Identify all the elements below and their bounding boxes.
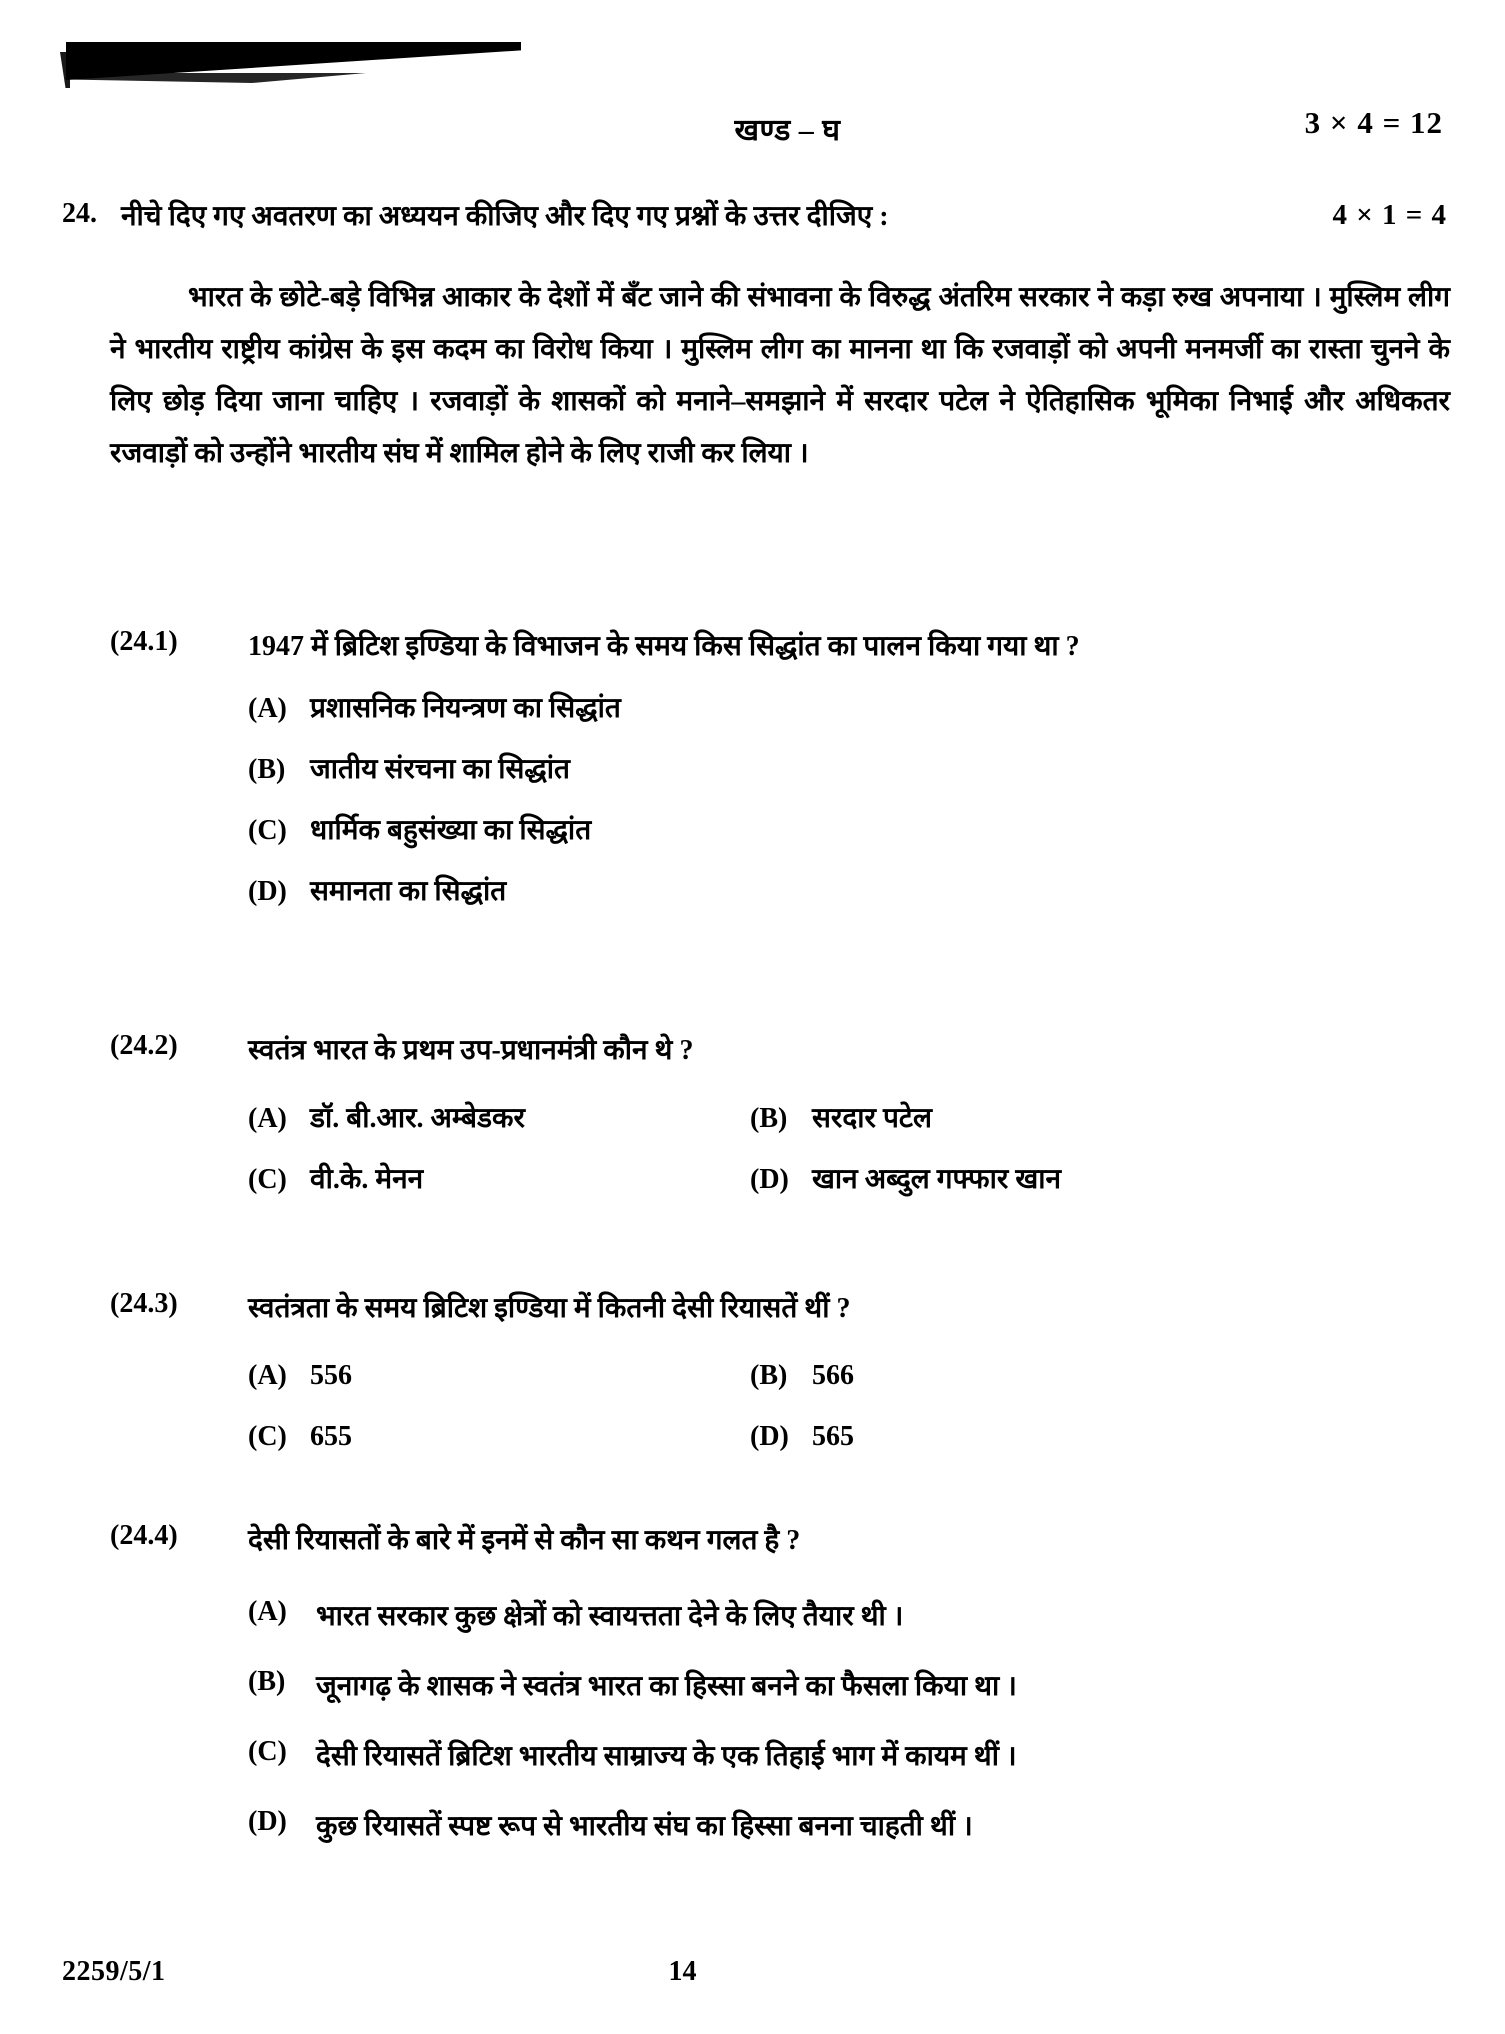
option-label: 565 [812, 1421, 854, 1452]
option-label: खान अब्दुल गफ्फार खान [812, 1164, 1062, 1195]
page-footer [0, 1956, 1505, 1996]
option-a[interactable] [248, 1596, 1428, 1666]
option-c[interactable] [248, 1421, 352, 1453]
option-list [248, 1098, 1428, 1220]
option-label: वी.के. मेनन [310, 1164, 424, 1195]
option-label: समानता का सिद्धांत [310, 876, 507, 907]
scan-artifact-streak [66, 73, 366, 83]
option-tag: (D) [248, 876, 287, 907]
option-a[interactable] [248, 1360, 352, 1392]
option-b[interactable] [248, 749, 570, 787]
option-tag: (D) [750, 1421, 789, 1452]
option-c[interactable] [248, 1736, 1428, 1806]
option-list [248, 1596, 1428, 1876]
option-tag: (B) [248, 754, 286, 785]
option-list [248, 1360, 1428, 1482]
option-tag: (A) [248, 1360, 287, 1391]
option-a[interactable] [248, 1098, 525, 1136]
option-row [248, 749, 1428, 810]
option-label: भारत सरकार कुछ क्षेत्रों को स्वायत्तता देने के लिए तैयार थी । [316, 1601, 904, 1632]
option-tag: (C) [248, 1421, 287, 1452]
option-row [248, 1159, 1428, 1220]
option-label: प्रशासनिक नियन्त्रण का सिद्धांत [310, 693, 621, 724]
sub-question-text: देसी रियासतों के बारे में इनमें से कौन सा कथन गलत है ? [248, 1525, 801, 1556]
option-label: 655 [310, 1421, 352, 1452]
option-row [248, 688, 1428, 749]
option-label: धार्मिक बहुसंख्या का सिद्धांत [310, 815, 592, 846]
option-row [248, 1360, 1428, 1421]
option-tag: (D) [248, 1806, 287, 1837]
option-d[interactable] [248, 1806, 1428, 1876]
option-tag: (A) [248, 1103, 287, 1134]
option-tag: (D) [750, 1164, 789, 1195]
option-tag: (B) [248, 1666, 286, 1697]
option-b[interactable] [750, 1098, 932, 1136]
option-row [248, 1421, 1428, 1482]
option-tag: (C) [248, 1164, 287, 1195]
sub-question-text: स्वतंत्रता के समय ब्रिटिश इण्डिया में कितनी देसी रियासतें थीं ? [248, 1293, 851, 1324]
option-a[interactable] [248, 688, 621, 726]
option-tag: (A) [248, 1596, 287, 1627]
option-c[interactable] [248, 1159, 423, 1197]
question-stem-text: नीचे दिए गए अवतरण का अध्ययन कीजिए और दिए गए प्रश्नों के उत्तर दीजिए : [121, 201, 889, 232]
scan-artifact-edge [60, 52, 70, 88]
option-row [248, 1098, 1428, 1159]
option-c[interactable] [248, 810, 591, 848]
section-title: खण्ड – घ [734, 114, 841, 147]
option-b[interactable] [248, 1666, 1428, 1736]
option-label: डॉ. बी.आर. अम्बेडकर [310, 1103, 525, 1134]
option-tag: (A) [248, 693, 287, 724]
option-label: सरदार पटेल [812, 1103, 932, 1134]
option-label: 566 [812, 1360, 854, 1391]
sub-question-text: 1947 में ब्रिटिश इण्डिया के विभाजन के समय किस सिद्धांत का पालन किया गया था ? [248, 631, 1080, 662]
section-header [0, 105, 1505, 156]
sub-question-label: (24.3) [110, 1288, 178, 1319]
option-label: कुछ रियासतें स्पष्ट रूप से भारतीय संघ का हिस्सा बनना चाहती थीं । [316, 1811, 973, 1842]
option-label: 556 [310, 1360, 352, 1391]
option-label: जूनागढ़ के शासक ने स्वतंत्र भारत का हिस्सा बनने का फैसला किया था । [316, 1671, 1017, 1702]
option-tag: (B) [750, 1360, 788, 1391]
option-tag: (B) [750, 1103, 788, 1134]
option-b[interactable] [750, 1360, 854, 1392]
sub-question-text: स्वतंत्र भारत के प्रथम उप-प्रधानमंत्री कौन थे ? [248, 1035, 694, 1066]
option-row [248, 810, 1428, 871]
sub-question-label: (24.2) [110, 1030, 178, 1061]
option-label: जातीय संरचना का सिद्धांत [310, 754, 570, 785]
option-list [248, 688, 1428, 932]
passage-text: भारत के छोटे-बड़े विभिन्न आकार के देशों में बँट जाने की संभावना के विरुद्ध अंतरिम सरकार ने कड़ा रुख अपनाया । मुस्लिम लीग ने भारतीय राष्ट्रीय कांग्रेस के इस कदम का विरोध किया । मुस्लिम लीग का मानना था कि रजवाड़ों को अपनी मनमर्जी का रास्ता चुनने के लिए छोड़ दिया जाना चाहिए । रजवाड़ों के शासकों को मनाने–समझाने में सरदार पटेल ने ऐतिहासिक भूमिका निभाई और अधिकतर रजवाड़ों को उन्होंने भारतीय संघ में शामिल होने के लिए राजी कर लिया । [110, 282, 1450, 469]
option-tag: (C) [248, 815, 287, 846]
option-d[interactable] [248, 871, 506, 909]
sub-question-label: (24.1) [110, 626, 178, 657]
option-d[interactable] [750, 1421, 854, 1453]
option-d[interactable] [750, 1159, 1061, 1197]
question-number: 24. [62, 198, 97, 229]
option-label: देसी रियासतें ब्रिटिश भारतीय साम्राज्य के एक तिहाई भाग में कायम थीं । [316, 1741, 1017, 1772]
option-tag: (C) [248, 1736, 287, 1767]
section-marks: 3 × 4 = 12 [1304, 105, 1443, 140]
option-row [248, 871, 1428, 932]
paper-code: 2259/5/1 [62, 1956, 166, 1987]
sub-question-label: (24.4) [110, 1520, 178, 1551]
question-marks: 4 × 1 = 4 [1332, 199, 1447, 231]
page-number: 14 [668, 1956, 697, 1987]
